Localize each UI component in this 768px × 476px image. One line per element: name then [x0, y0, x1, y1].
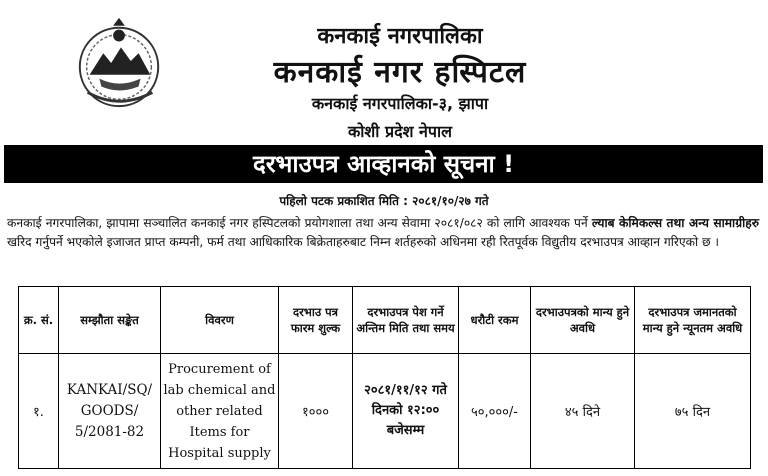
- header-sn: क्र. सं.: [19, 287, 59, 354]
- header-deposit: धरौटी रकम: [459, 287, 531, 354]
- cell-deposit: ५०,०००/-: [459, 354, 531, 469]
- cell-deadline: २०८१/११/१२ गते दिनको १२:०० बजेसम्म: [353, 354, 459, 469]
- nepal-government-emblem-icon: [70, 14, 168, 112]
- cell-validity: ४५ दिने: [531, 354, 635, 469]
- address: कनकाई नगरपालिका-३, झापा: [311, 94, 489, 113]
- header-deadline: दरभाउपत्र पेश गर्ने अन्तिम मिति तथा समय: [353, 287, 459, 354]
- table-row: [19, 354, 751, 469]
- intro-text-1: कनकाई नगरपालिका, झापामा सञ्चालित कनकाई नगर हस्पिटलको प्रयोगशाला तथा अन्य सेवामा २०८१/०८२ को लागि आवश्यक पर्ने: [7, 216, 592, 230]
- intro-text-2: खरिद गर्नुपर्ने भएकोले इजाजत प्राप्त कम्पनी, फर्म तथा आधिकारिक बिक्रेताहरुबाट निम्न शर्तहरुको अधिनमा रही रितपूर्वक विद्युतीय दरभाउपत्र आव्हान गरिएको छ ।: [7, 235, 720, 249]
- cell-desc: Procurement of lab chemical and other related Items for Hospital supply: [161, 354, 279, 469]
- hospital-name: कनकाई नगर हस्पिटल: [273, 55, 527, 90]
- header-desc: विवरण: [161, 287, 279, 354]
- intro-paragraph: [7, 214, 759, 252]
- published-date: पहिलो पटक प्रकाशित मिति : २०८१/१०/२७ गते: [279, 194, 489, 208]
- cell-code: KANKAI/SQ/ GOODS/ 5/2081-82: [59, 354, 161, 469]
- header-code: सम्झौता सङ्केत: [59, 287, 161, 354]
- tender-table: [18, 286, 751, 469]
- intro-bold-text: ल्याब केमिकल्स तथा अन्य सामाग्रीहरु: [591, 216, 759, 230]
- header-fee: दरभाउ पत्र फारम शुल्क: [279, 287, 353, 354]
- province: कोशी प्रदेश नेपाल: [347, 122, 453, 141]
- header-guarantee: दरभाउपत्र जमानतको मान्य हुने न्यूनतम अवधि: [635, 287, 751, 354]
- header-validity: दरभाउपत्रको मान्य हुने अवधि: [531, 287, 635, 354]
- cell-sn: १.: [19, 354, 59, 469]
- municipality-name: कनकाई नगरपालिका: [317, 24, 483, 49]
- cell-guarantee: ७५ दिन: [635, 354, 751, 469]
- notice-title: दरभाउपत्र आव्हानको सूचना !: [4, 145, 763, 183]
- cell-fee: १०००: [279, 354, 353, 469]
- table-header-row: [19, 287, 751, 354]
